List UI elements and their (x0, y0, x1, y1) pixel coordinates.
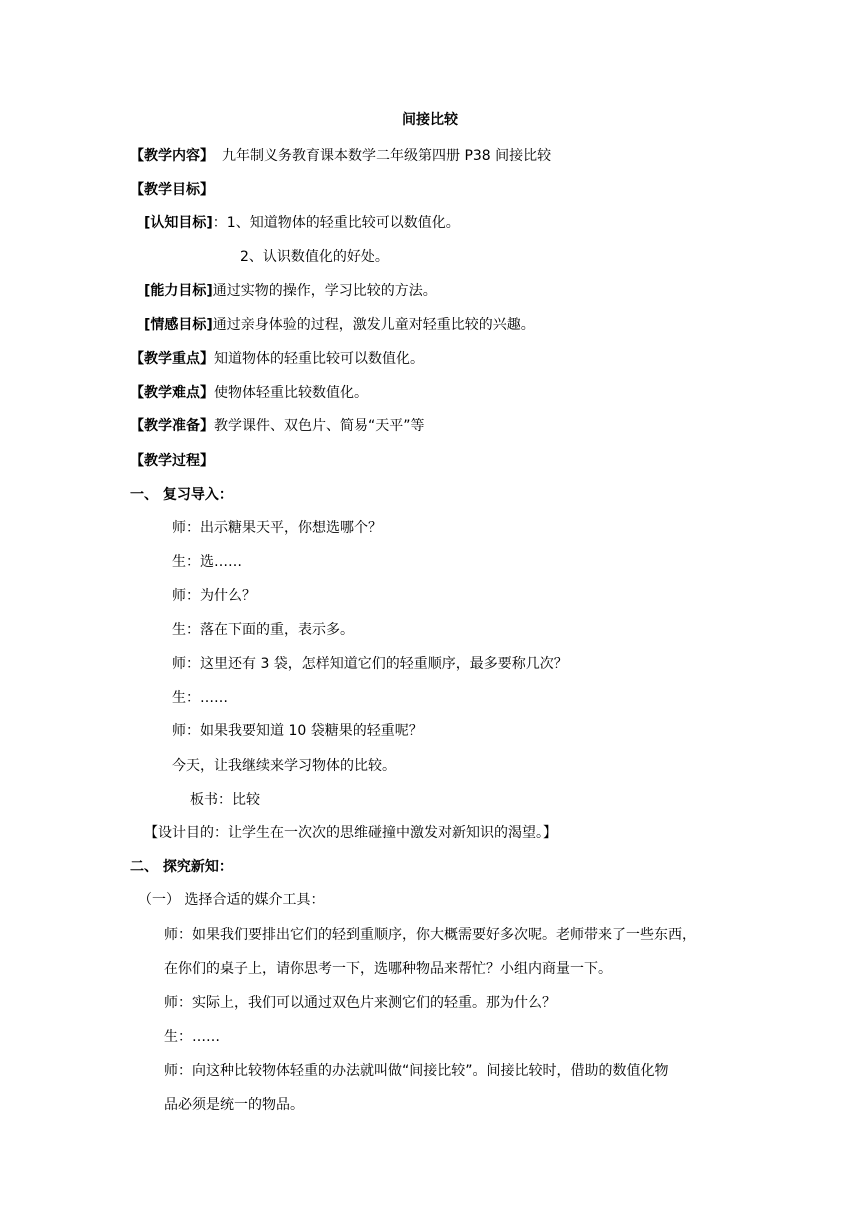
teaching-process-label: 【教学过程】 (130, 453, 214, 469)
section-2-heading: 二、 探究新知： (130, 859, 233, 875)
key-point-label: 【教学重点】 (130, 351, 214, 367)
teaching-content-row (130, 146, 551, 166)
emotion-goal-label: [情感目标] (144, 317, 213, 333)
section-2-line: 生：…… (164, 1029, 220, 1045)
section-1-line: 今天，让我继续来学习物体的比较。 (172, 758, 396, 774)
difficulty-label: 【教学难点】 (130, 385, 214, 401)
teaching-content-label: 【教学内容】 (130, 148, 214, 164)
section-1-line: 生：落在下面的重，表示多。 (172, 622, 354, 638)
emotion-goal-row (144, 315, 535, 335)
section-2-line: 师：如果我们要排出它们的轻到重顺序，你大概需要好多次呢。老师带来了一些东西， (164, 927, 696, 943)
teaching-content-text: 九年制义务教育课本数学二年级第四册 P38 间接比较 (222, 148, 552, 164)
section-2-line: 在你们的桌子上，请你思考一下，选哪种物品来帮忙？小组内商量一下。 (164, 961, 612, 977)
preparation-row (130, 416, 425, 436)
cognitive-goal-row (144, 213, 460, 233)
section-1-line: 生：选…… (172, 554, 242, 570)
ability-goal-text: 通过实物的操作，学习比较的方法。 (212, 283, 437, 299)
key-point-text: 知道物体的轻重比较可以数值化。 (214, 351, 424, 367)
difficulty-text: 使物体轻重比较数值化。 (214, 385, 368, 401)
section-1-line: 生：…… (172, 690, 228, 706)
section-2-line: 品必须是统一的物品。 (164, 1097, 304, 1113)
cognitive-goal-label: [认知目标] (144, 215, 213, 231)
section-2-line: 师：实际上，我们可以通过双色片来测它们的轻重。那为什么？ (164, 995, 556, 1011)
cognitive-goal-text-2: 2、认识数值化的好处。 (240, 249, 389, 265)
section-1-line: 师：出示糖果天平，你想选哪个？ (172, 520, 382, 536)
document-title: 间接比较 (402, 112, 458, 128)
difficulty-row (130, 383, 368, 403)
ability-goal-row (144, 281, 437, 301)
preparation-text: 教学课件、双色片、简易“天平”等 (214, 418, 425, 434)
cognitive-goal-text-1: ：1、知道物体的轻重比较可以数值化。 (212, 215, 460, 231)
ability-goal-label: [能力目标] (144, 283, 213, 299)
board-writing: 板书：比较 (190, 792, 260, 808)
teaching-goals-label: 【教学目标】 (130, 182, 214, 198)
emotion-goal-text: 通过亲身体验的过程，激发儿童对轻重比较的兴趣。 (212, 317, 535, 333)
preparation-label: 【教学准备】 (130, 418, 214, 434)
section-1-line: 师：这里还有 3 袋，怎样知道它们的轻重顺序，最多要称几次？ (172, 656, 568, 672)
design-purpose-note: 【设计目的：让学生在一次次的思维碰撞中激发对新知识的渴望。】 (144, 825, 557, 841)
section-2-line: 师：向这种比较物体轻重的办法就叫做“间接比较”。间接比较时，借助的数值化物 (164, 1063, 669, 1079)
section-1-heading: 一、 复习导入： (130, 487, 233, 503)
section-1-line: 师：如果我要知道 10 袋糖果的轻重呢？ (172, 723, 423, 739)
section-1-line: 师：为什么？ (172, 588, 256, 604)
key-point-row (130, 349, 424, 369)
section-2-subheading: （一） 选择合适的媒介工具： (138, 892, 325, 908)
